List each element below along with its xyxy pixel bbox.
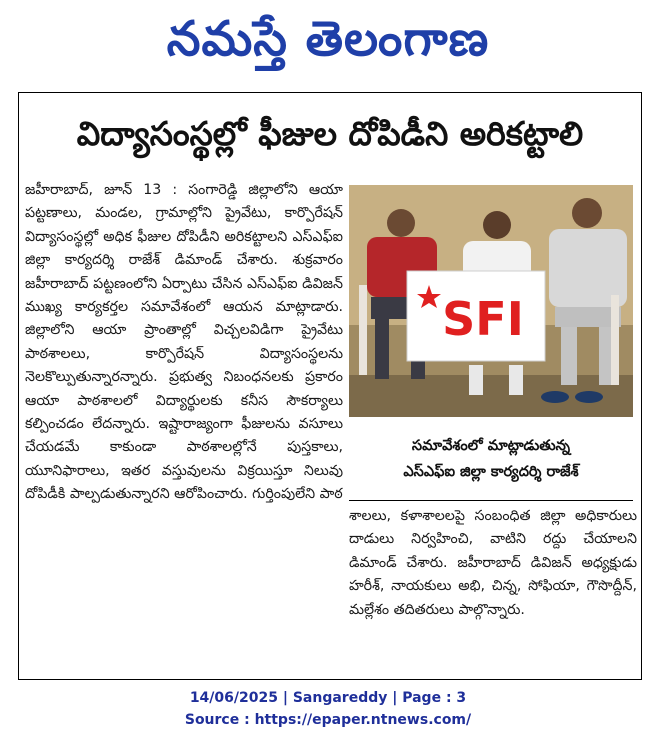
- article-paragraph-right: శాలలు, కళాశాలలపై సంబంధిత జిల్లా అధికారులు దాడులు నిర్వహించి, వాటిని రద్దు చేయాలని డిమాండ్ చేశారు. జహీరాబాద్ డివిజన్ అధ్యక్షుడు హరీశ్, నాయకులు అభి, చిన్న, సోఫియా, గౌసొద్దీన్, మల్లేశం తదితరులు పాల్గొన్నారు.: [349, 508, 637, 618]
- article-body-right-column: [349, 505, 637, 622]
- article-photo: [349, 185, 633, 417]
- footer-source: Source : https://epaper.ntnews.com/: [184, 712, 472, 728]
- person-middle-head: [483, 211, 511, 239]
- article-headline: విద్యాసంస్థల్లో ఫీజుల దోపిడీని అరికట్టాలి: [76, 114, 584, 153]
- caption-line-1: సమావేశంలో మాట్లాడుతున్న: [411, 438, 571, 454]
- article-body-left-column: [25, 179, 343, 507]
- flag-text: SFI: [442, 292, 524, 346]
- news-clipping: [18, 92, 642, 680]
- person-left-head: [387, 209, 415, 237]
- newspaper-masthead: నమస్తే తెలంగాణ: [166, 11, 490, 67]
- caption-line-2: ఎస్‌ఎఫ్‌ఐ జిల్లా కార్యదర్శి రాజేశ్: [403, 464, 579, 480]
- article-paragraph-left: జహీరాబాద్, జూన్ 13 : సంగారెడ్డి జిల్లాలోని ఆయా పట్టణాలు, మండల, గ్రామాల్లోని ప్రైవేటు, కార్పొరేషన్ విద్యాసంస్థల్లో అధిక ఫీజుల దోపిడీని అరికట్టాలని ఎస్‌ఎఫ్‌ఐ జిల్లా కార్యదర్శి రాజేశ్ డిమాండ్ చేశారు. శుక్రవారం జహీరాబాద్ పట్టణంలోని ఏర్పాటు చేసిన ఎస్‌ఎఫ్‌ఐ డివిజన్ ముఖ్య కార్యకర్తల సమావేశంలో ఆయన మాట్లాడారు. జిల్లాలోని ఆయా ప్రాంతాల్లో విచ్చలవిడిగా ప్రైవేటు పాఠశాలలు, కార్పొరేషన్ విద్యాసంస్థలను నెలకొల్పుతున్నారన్నారు. ప్రభుత్వ నిబంధనలకు ప్రకారం ఆయా పాఠశాలలో విద్యార్థులకు కనీస సౌకర్యాలు కల్పించడం లేదన్నారు. ఇష్టారాజ్యంగా ఫీజులను వసూలు చేయడమే కాకుండా పాఠశాలల్లోనే పుస్తకాలు, యూనిఫారాలు, ఇతర వస్తువులను విక్రయిస్తూ నిలువు దోపిడీకి పాల్పడుతున్నారని ఆరోపించారు. గుర్తింపులేని పాఠ: [25, 182, 343, 503]
- photo-illustration: [349, 185, 633, 417]
- footer-date-edition-page: 14/06/2025 | Sangareddy | Page : 3: [189, 690, 467, 706]
- person-right-head: [572, 198, 602, 228]
- photo-caption: [349, 423, 633, 501]
